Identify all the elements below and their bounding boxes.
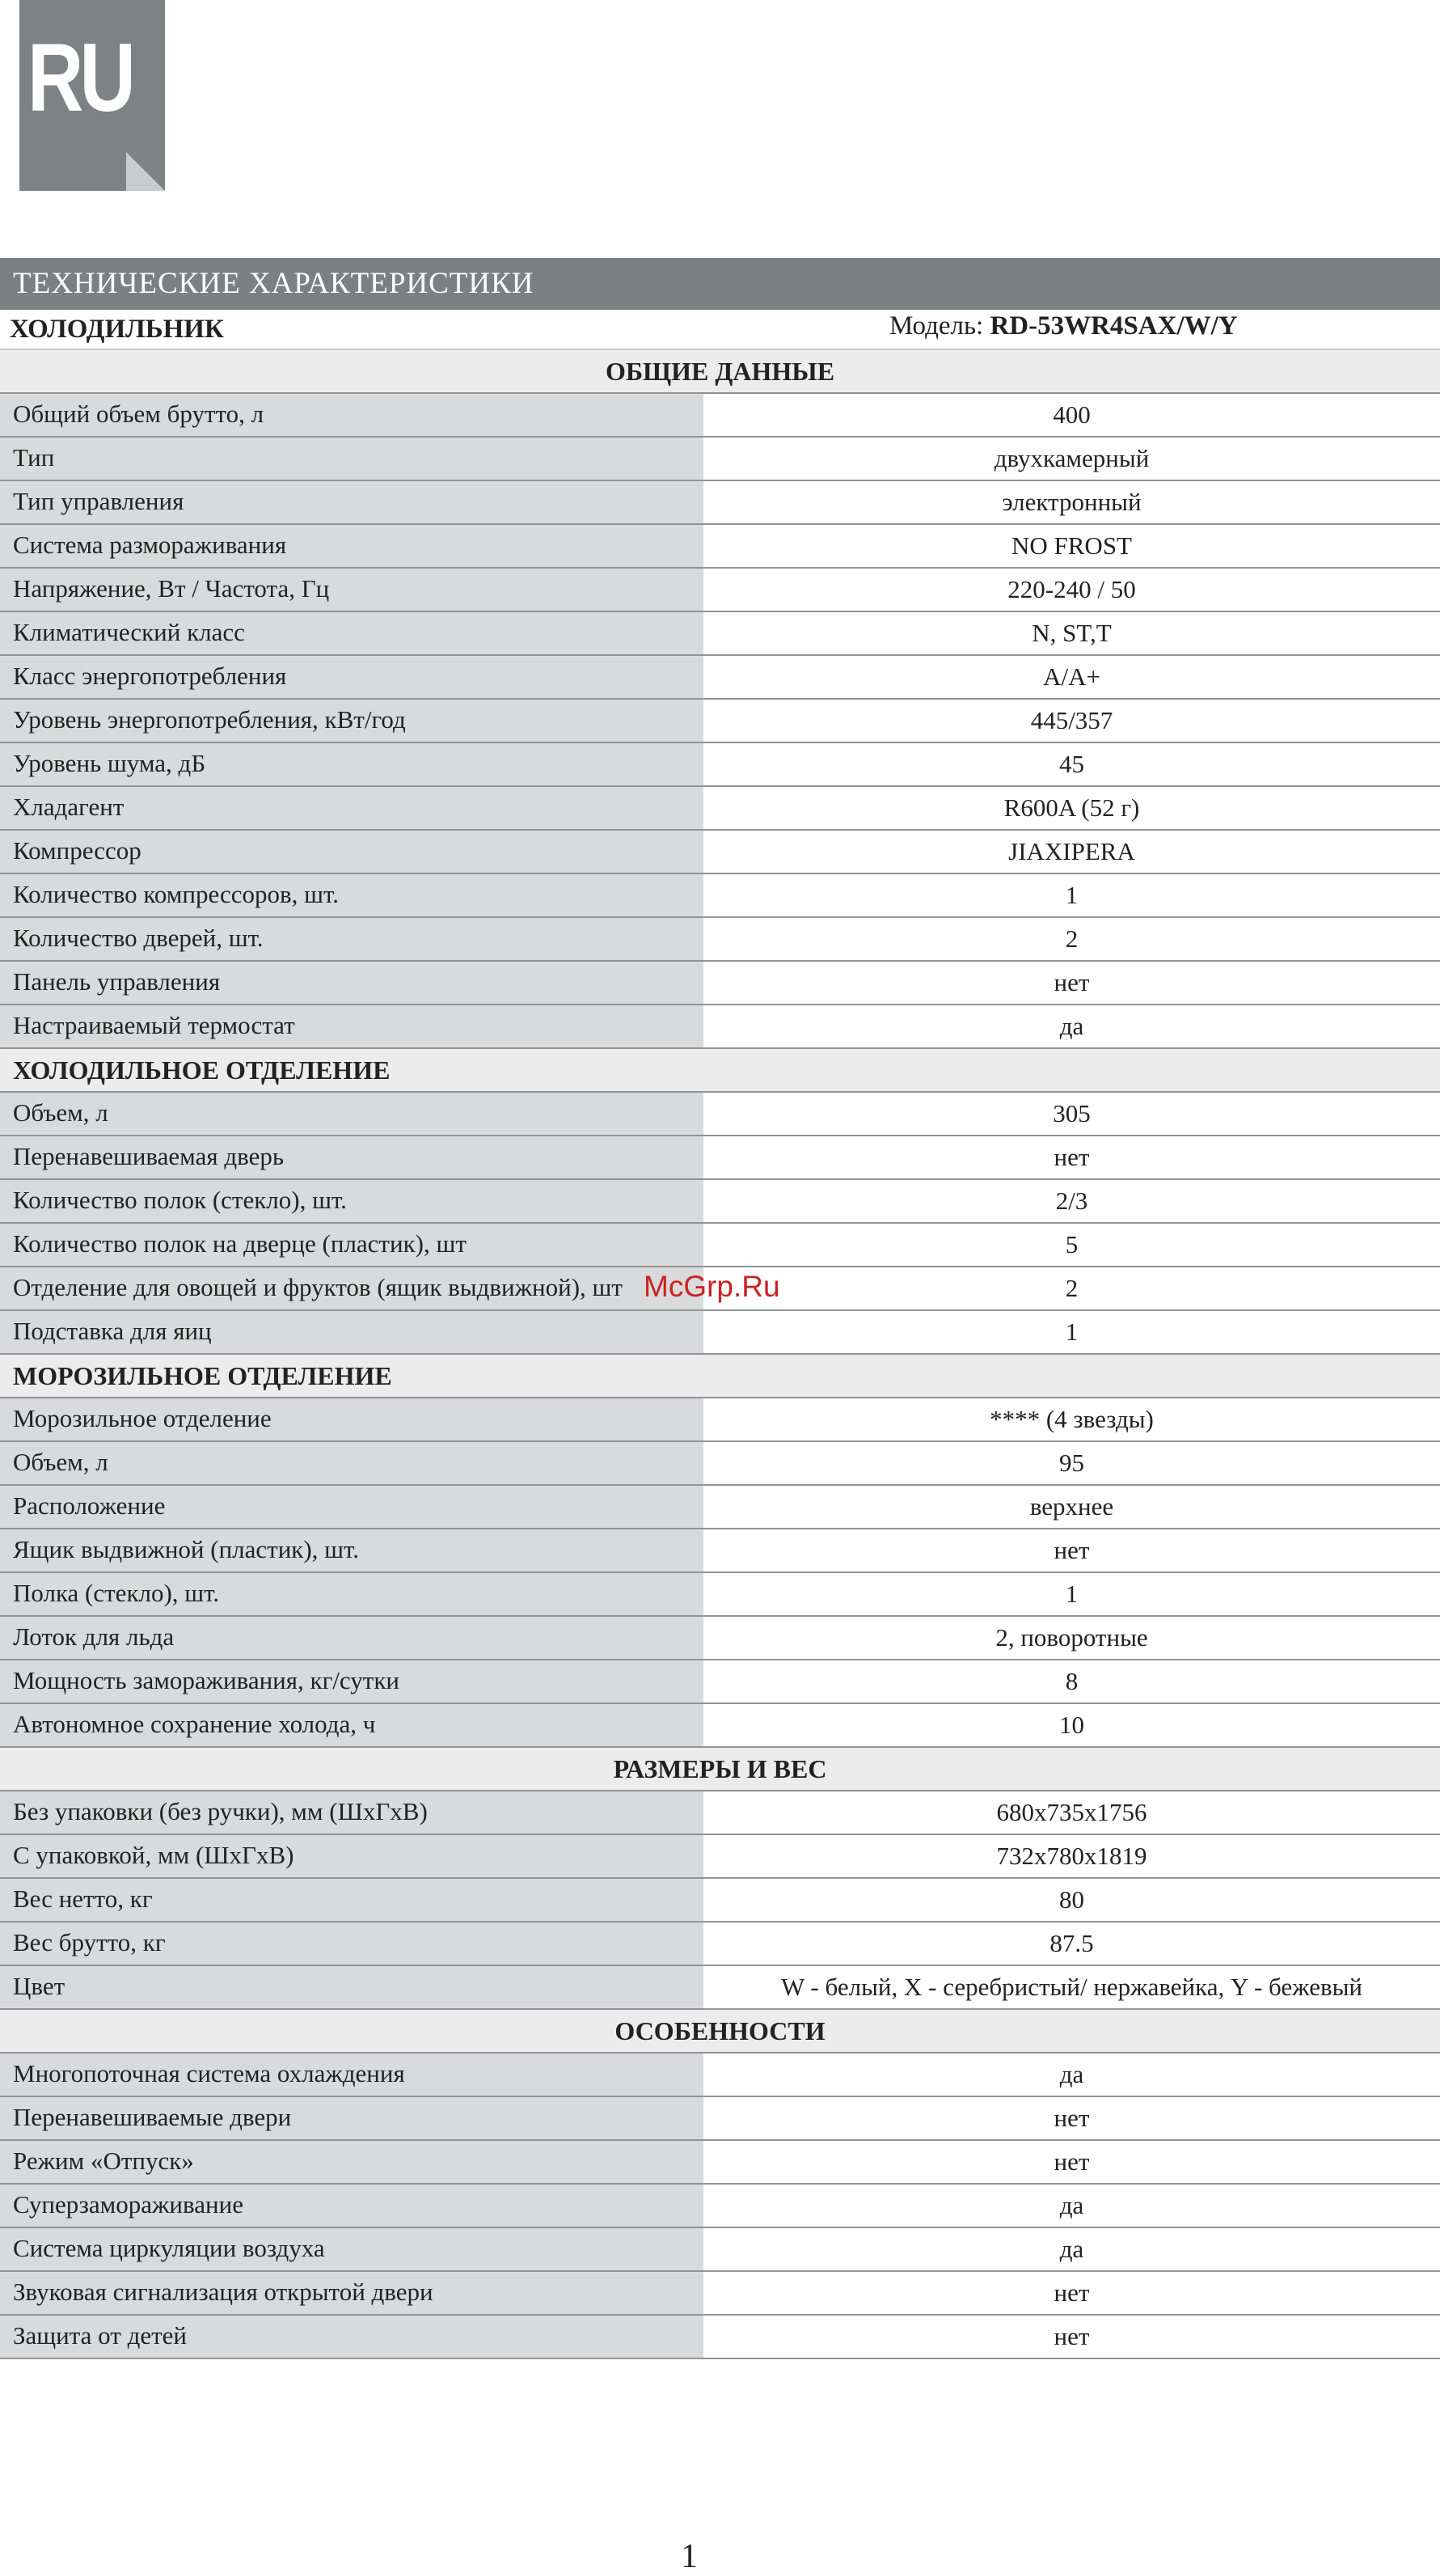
spec-value: да — [703, 2228, 1440, 2270]
spec-value: 220-240 / 50 — [703, 569, 1440, 611]
spec-value: JIAXIPERA — [703, 831, 1440, 873]
spec-row — [0, 2185, 1440, 2228]
spec-row — [0, 1704, 1440, 1748]
spec-value: 1 — [703, 1311, 1440, 1353]
spec-row — [0, 1573, 1440, 1617]
logo-text: RU — [27, 23, 133, 132]
spec-row — [0, 1922, 1440, 1966]
spec-value: 445/357 — [703, 700, 1440, 742]
spec-row — [0, 1529, 1440, 1573]
spec-value: 80 — [703, 1879, 1440, 1921]
ru-logo — [19, 0, 165, 191]
spec-label: Лоток для льда — [0, 1617, 703, 1659]
spec-label: Объем, л — [0, 1093, 703, 1135]
spec-row — [0, 787, 1440, 831]
spec-label: Класс энергопотребления — [0, 656, 703, 698]
section-fridge-title: ХОЛОДИЛЬНОЕ ОТДЕЛЕНИЕ — [0, 1049, 1440, 1093]
spec-value: 732x780x1819 — [703, 1835, 1440, 1877]
spec-table — [0, 350, 1440, 2359]
spec-row — [0, 656, 1440, 700]
spec-value: верхнее — [703, 1486, 1440, 1528]
spec-value: да — [703, 2054, 1440, 2096]
spec-label: Расположение — [0, 1486, 703, 1528]
spec-row — [0, 962, 1440, 1005]
spec-value: 2 — [703, 1267, 1440, 1309]
spec-row — [0, 525, 1440, 569]
spec-label: Многопоточная система охлаждения — [0, 2054, 703, 2096]
spec-label: Без упаковки (без ручки), мм (ШхГхВ) — [0, 1791, 703, 1834]
page-title: ТЕХНИЧЕСКИЕ ХАРАКТЕРИСТИКИ — [0, 258, 1440, 310]
spec-label: Тип управления — [0, 481, 703, 523]
section-general-title: ОБЩИЕ ДАННЫЕ — [0, 350, 1440, 394]
spec-label: Система циркуляции воздуха — [0, 2228, 703, 2270]
spec-value: 95 — [703, 1442, 1440, 1484]
spec-row — [0, 1311, 1440, 1355]
spec-row — [0, 2272, 1440, 2316]
spec-value: 2 — [703, 918, 1440, 960]
spec-row — [0, 1791, 1440, 1835]
spec-row — [0, 481, 1440, 525]
spec-value: 10 — [703, 1704, 1440, 1746]
spec-label: Тип — [0, 438, 703, 480]
spec-label: С упаковкой, мм (ШхГхВ) — [0, 1835, 703, 1877]
spec-row — [0, 1224, 1440, 1267]
spec-row — [0, 1398, 1440, 1442]
spec-row — [0, 1093, 1440, 1136]
spec-value: нет — [703, 2141, 1440, 2183]
spec-row — [0, 700, 1440, 743]
watermark: McGrp.Ru — [644, 1270, 780, 1303]
spec-label: Автономное сохранение холода, ч — [0, 1704, 703, 1746]
spec-label: Отделение для овощей и фруктов (ящик выдвижной), шт — [0, 1267, 703, 1309]
spec-row — [0, 1005, 1440, 1049]
spec-label: Объем, л — [0, 1442, 703, 1484]
spec-label: Количество полок (стекло), шт. — [0, 1180, 703, 1222]
spec-value: нет — [703, 2272, 1440, 2314]
spec-row — [0, 394, 1440, 438]
spec-row — [0, 743, 1440, 787]
spec-row — [0, 2141, 1440, 2185]
section-freezer-rows — [0, 1398, 1440, 1748]
spec-label: Цвет — [0, 1966, 703, 2008]
spec-row — [0, 1879, 1440, 1922]
spec-label: Уровень энергопотребления, кВт/год — [0, 700, 703, 742]
spec-value: NO FROST — [703, 525, 1440, 567]
spec-label: Морозильное отделение — [0, 1398, 703, 1440]
spec-label: Вес нетто, кг — [0, 1879, 703, 1921]
spec-row — [0, 2228, 1440, 2272]
spec-value: 2/3 — [703, 1180, 1440, 1222]
spec-row — [0, 1660, 1440, 1704]
page-curl-decoration — [126, 152, 165, 191]
spec-value: нет — [703, 2097, 1440, 2139]
spec-label: Звуковая сигнализация открытой двери — [0, 2272, 703, 2314]
spec-value: нет — [703, 1136, 1440, 1178]
spec-label: Общий объем брутто, л — [0, 394, 703, 436]
spec-value: 400 — [703, 394, 1440, 436]
model-code: RD-53WR4SAX/W/Y — [990, 311, 1238, 341]
spec-row — [0, 438, 1440, 481]
model-info — [889, 311, 1238, 341]
spec-label: Количество полок на дверце (пластик), шт — [0, 1224, 703, 1266]
spec-row — [0, 1442, 1440, 1486]
spec-row — [0, 2097, 1440, 2141]
spec-label: Панель управления — [0, 962, 703, 1004]
spec-value: нет — [703, 2316, 1440, 2358]
spec-label: Система размораживания — [0, 525, 703, 567]
spec-label: Вес брутто, кг — [0, 1922, 703, 1965]
spec-label: Полка (стекло), шт. — [0, 1573, 703, 1615]
spec-label: Настраиваемый термостат — [0, 1005, 703, 1047]
spec-value: W - белый, X - серебристый/ нержавейка, Y - бежевый — [703, 1966, 1440, 2008]
spec-label: Защита от детей — [0, 2316, 703, 2358]
spec-value: A/A+ — [703, 656, 1440, 698]
spec-value: да — [703, 1005, 1440, 1047]
section-fridge-rows — [0, 1093, 1440, 1355]
spec-row — [0, 918, 1440, 962]
spec-row — [0, 2054, 1440, 2097]
spec-label: Перенавешиваемая дверь — [0, 1136, 703, 1178]
spec-label: Режим «Отпуск» — [0, 2141, 703, 2183]
spec-value: двухкамерный — [703, 438, 1440, 480]
spec-value: 45 — [703, 743, 1440, 785]
model-row — [0, 310, 1440, 350]
spec-value: да — [703, 2185, 1440, 2227]
spec-value: N, ST,T — [703, 612, 1440, 654]
spec-row — [0, 1486, 1440, 1529]
spec-row — [0, 1136, 1440, 1180]
section-freezer-title: МОРОЗИЛЬНОЕ ОТДЕЛЕНИЕ — [0, 1355, 1440, 1398]
model-label: Модель: — [889, 311, 984, 341]
spec-value: **** (4 звезды) — [703, 1398, 1440, 1440]
spec-value: 680x735x1756 — [703, 1791, 1440, 1834]
spec-value: нет — [703, 1529, 1440, 1571]
spec-label: Хладагент — [0, 787, 703, 829]
spec-label: Уровень шума, дБ — [0, 743, 703, 785]
spec-label: Компрессор — [0, 831, 703, 873]
section-features-title: ОСОБЕННОСТИ — [0, 2010, 1440, 2054]
spec-row — [0, 1180, 1440, 1224]
spec-value: 2, поворотные — [703, 1617, 1440, 1659]
spec-value: электронный — [703, 481, 1440, 523]
spec-row — [0, 831, 1440, 874]
section-dimensions-title: РАЗМЕРЫ И ВЕС — [0, 1748, 1440, 1791]
spec-label: Подставка для яиц — [0, 1311, 703, 1353]
spec-value: 5 — [703, 1224, 1440, 1266]
spec-label: Количество дверей, шт. — [0, 918, 703, 960]
spec-value: 305 — [703, 1093, 1440, 1135]
spec-value: 1 — [703, 874, 1440, 916]
spec-row — [0, 2316, 1440, 2359]
section-features-rows — [0, 2054, 1440, 2359]
spec-value: 87.5 — [703, 1922, 1440, 1965]
section-dimensions-rows — [0, 1791, 1440, 2010]
spec-label: Перенавешиваемые двери — [0, 2097, 703, 2139]
spec-label: Климатический класс — [0, 612, 703, 654]
spec-row — [0, 612, 1440, 656]
spec-label: Мощность замораживания, кг/сутки — [0, 1660, 703, 1703]
spec-value: 8 — [703, 1660, 1440, 1703]
spec-value: 1 — [703, 1573, 1440, 1615]
page-number: 1 — [681, 2538, 698, 2575]
spec-label: Ящик выдвижной (пластик), шт. — [0, 1529, 703, 1571]
spec-label: Напряжение, Вт / Частота, Гц — [0, 569, 703, 611]
spec-row — [0, 1835, 1440, 1879]
spec-row — [0, 569, 1440, 612]
spec-row — [0, 874, 1440, 918]
spec-row — [0, 1966, 1440, 2010]
spec-row — [0, 1617, 1440, 1660]
spec-label: Суперзамораживание — [0, 2185, 703, 2227]
spec-value: нет — [703, 962, 1440, 1004]
section-general-rows — [0, 394, 1440, 1049]
product-name: ХОЛОДИЛЬНИК — [10, 315, 224, 344]
spec-label: Количество компрессоров, шт. — [0, 874, 703, 916]
spec-value: R600A (52 г) — [703, 787, 1440, 829]
